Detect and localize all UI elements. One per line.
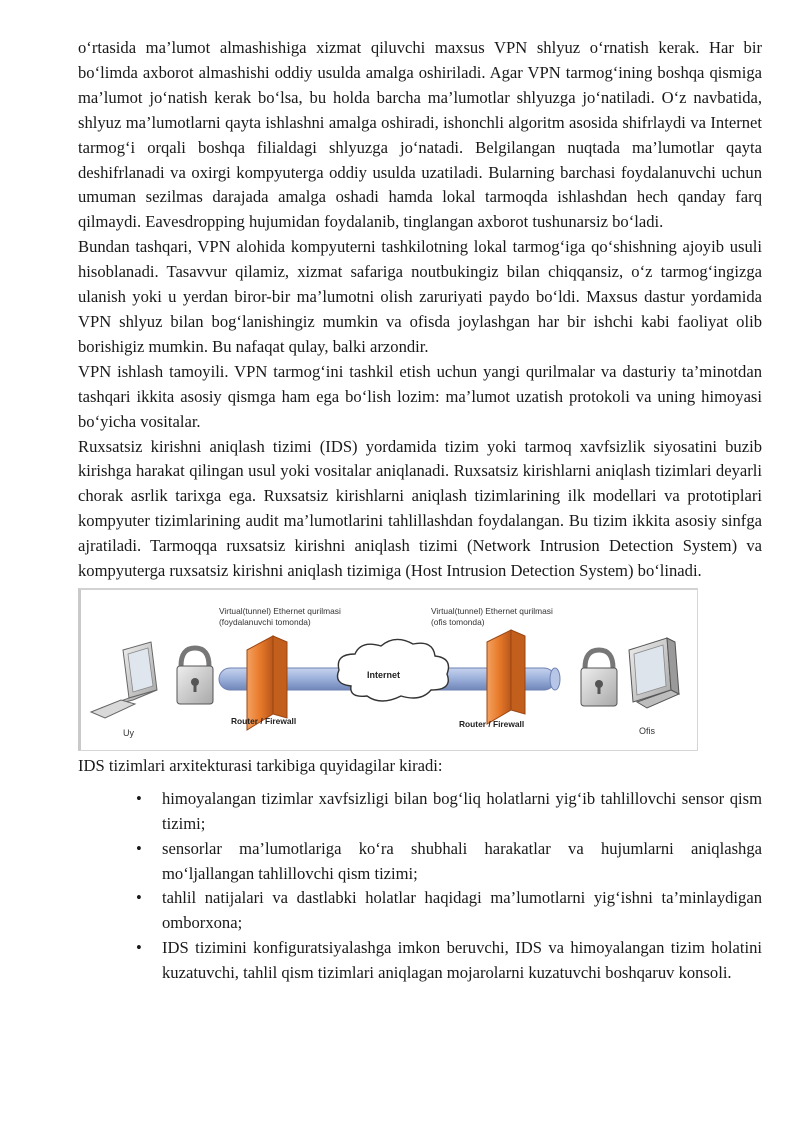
padlock-icon (581, 650, 617, 706)
left-device-sublabel: (foydalanuvchi tomonda) (219, 616, 311, 627)
router-right-label: Router / Firewall (459, 718, 525, 729)
bullet: • (136, 938, 142, 958)
list-intro: IDS tizimlari arxitekturasi tarkibiga quyidagilar kiradi: (78, 755, 443, 775)
bullet: • (136, 838, 142, 858)
firewall-icon (487, 630, 525, 724)
paragraph-vpn-principle: VPN ishlash tamoyili. VPN tarmog‘ini tashkil etish uchun yangi qurilmalar va dasturiy ta’minotdan tashqari ikkita asosiy qismga ham ega bo‘lish lozim: ma’lumot uzatish protokoli va uning himoyasi bo‘yicha vositalar. (78, 361, 762, 431)
list-item (78, 787, 762, 837)
paragraph-ids: Ruxsatsiz kirishni aniqlash tizimi (IDS) yordamida tizim yoki tarmoq xavfsizlik siyosatini buzib kirishga harakat qilingan usul yoki vositalar aniqlanadi. Ruxsatsiz kirishlarni aniqlash tizimlari deyarli chorak asrlik tarixga ega. Ruxsatsiz kirishlarni aniqlash tizimlarining ilk modellari va prototiplari kompyuter tizimlarining audit ma’lumotlarini tahlillashdan foydalangan. Bu tizim ikkita asosiy sinfga ajratiladi. Tarmoqqa ruxsatsiz kirishni aniqlash tizimi (Network Intrusion Detection System) va kompyuterga ruxsatsiz kirishni aniqlash tizimiga (Host Intrusion Detection System) bo‘linadi. (78, 436, 762, 581)
bullet: • (136, 788, 142, 808)
bullet: • (136, 888, 142, 908)
list-item (78, 837, 762, 887)
internet-label: Internet (367, 669, 401, 680)
right-device-label: Virtual(tunnel) Ethernet qurilmasi (431, 605, 553, 616)
padlock-icon (177, 648, 213, 704)
right-device-sublabel: (ofis tomonda) (431, 616, 485, 627)
vpn-diagram (78, 588, 698, 751)
list-item (78, 936, 762, 986)
list-item-text: himoyalangan tizimlar xavfsizligi bilan bog‘liq holatlarni yig‘ib tahlillovchi sensor qism tizimi; (162, 788, 762, 833)
list-item (78, 886, 762, 936)
laptop-icon (91, 642, 157, 718)
list-item-text: tahlil natijalari va dastlabki holatlar haqidagi ma’lumotlarni yig‘ishni ta’minlaydigan omborxona; (162, 888, 762, 933)
list-item-text: sensorlar ma’lumotlariga ko‘ra shubhali harakatlar va hujumlarni aniqlashga mo‘ljallangan tahlillovchi qism tizimi; (162, 838, 762, 883)
paragraph-vpn-remote: Bundan tashqari, VPN alohida kompyuterni tashkilotning lokal tarmog‘iga qo‘shishning ajoyib usuli hisoblanadi. Tasavvur qilamiz, xizmat safariga noutbukingiz bilan chiqqansiz, o‘z tarmog‘ingizga ulanish yoki u yerdan biror-bir ma’lumotni olish zaruriyati paydo bo‘ldi. Maxsus dastur yordamida VPN shlyuz bilan bog‘lanishingiz mumkin va ofisda joylashgan har bir ishchi kabi faoliyat olib borishigiz mumkin. Bu nafaqat qulay, balki arzondir. (78, 237, 762, 356)
monitor-icon (629, 638, 679, 708)
ids-components-list (78, 787, 762, 986)
paragraph-vpn-gateway: o‘rtasida ma’lumot almashishiga xizmat qiluvchi maxsus VPN shlyuz o‘rnatish kerak. Har bir bo‘limda axborot almashishi oddiy usulda amalga oshiriladi. Agar VPN tarmog‘ining boshqa qismiga ma’lumot jo‘natish kerak bo‘lsa, bu holda barcha ma’lumotlar shlyuzga jo‘natiladi. O‘z navbatida, shlyuz ma’lumotlarni qayta ishlashni amalga oshiradi, ishonchli algoritm asosida shifrlaydi va Internet tarmog‘i orqali boshqa filialdagi shlyuzga jo‘natadi. Belgilangan nuqtada ma’lumotlar qayta deshifrlanadi va oxirgi kompyuterga oddiy usulda uzatiladi. Bularning barchasi foydalanuvchi uchun umuman sezilmas darajada amalga oshadi hamda lokal tarmoqda ishlashdan hech qanday farq qilmaydi. Eavesdropping hujumidan foydalanib, tinglangan axborot tushunarsiz bo‘ladi. (78, 38, 762, 232)
home-label: Uy (123, 727, 134, 738)
router-left-label: Router / Firewall (231, 715, 297, 726)
left-device-label: Virtual(tunnel) Ethernet qurilmasi (219, 605, 341, 616)
document-page (78, 36, 762, 986)
office-label: Ofis (639, 725, 656, 736)
list-item-text: IDS tizimini konfiguratsiyalashga imkon beruvchi, IDS va himoyalangan tizim holatini kuzatuvchi, tahlil qism tizimlari aniqlagan mojarolarni kuzatuvchi boshqaruv konsoli. (162, 938, 762, 983)
